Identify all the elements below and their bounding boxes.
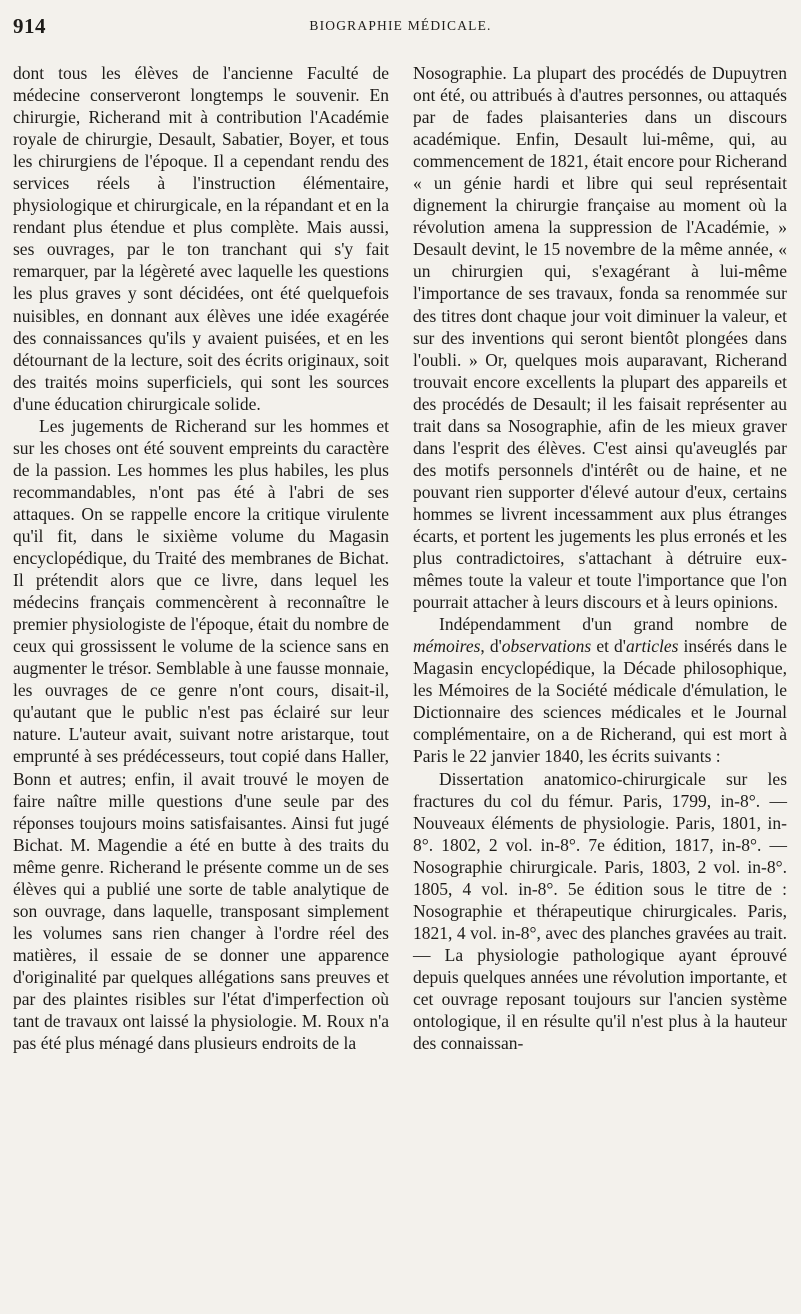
right-column	[413, 62, 787, 1302]
text-run: , d'	[480, 636, 502, 657]
italic-term: mémoires	[413, 636, 481, 657]
text-run: insérés dans le Magasin encyclopédique, la Décade philosophique, les Mémoires de la Société médicale d'émulation, le Dictionnaire des sciences médicales et le Journal complémentaire, on a de Richerand, qui est mort à Paris le 22 janvier 1840, les écrits suivants :	[413, 636, 787, 767]
italic-term: observations	[501, 636, 592, 657]
left-column	[13, 62, 389, 1302]
left-paragraph-1: dont tous les élèves de l'ancienne Faculté de médecine conserveront longtemps le souvenir. En chirurgie, Richerand mit à contribution l'Académie royale de chirurgie, Desault, Sabatier, Boyer, et tous les chirurgiens de l'époque. Il a cependant rendu des services réels à l'instruction élémentaire, physiologique et chirurgicale, en la répandant et en la rendant plus étendue et plus complète. Mais aussi, ses ouvrages, par le ton tranchant qui s'y fait remarquer, par la légèreté avec laquelle les questions les plus graves y sont décidées, ont été quelquefois nuisibles, en donnant aux élèves une idée exagérée des connaissances qu'ils y avaient puisées, et en les détournant de la lecture, soit des écrits originaux, soit des traités moins superficiels, qui sont les sources d'une éducation chirurgicale solide.	[13, 63, 389, 414]
text-run: Indépendamment d'un grand nombre de	[439, 614, 787, 635]
text-run: et d'	[591, 636, 626, 657]
left-paragraph-2: Les jugements de Richerand sur les hommes et sur les choses ont été souvent empreints du caractère de la passion. Les hommes les plus habiles, les plus recommandables, n'ont pas été à l'abri de ses attaques. On se rappelle encore la critique virulente qu'il fit, dans le sixième volume du Magasin encyclopédique, du Traité des membranes de Bichat. Il prétendit alors que ce livre, dans lequel les médecins français commencèrent à reconnaître le premier physiologiste de l'époque, était du nombre de ceux qui grossissent le volume de la science sans en augmenter le trésor. Semblable à une fausse monnaie, les ouvrages de ce genre n'ont cours, disait-il, qu'autant que le public n'est pas éclairé sur leur nature. L'auteur avait, suivant notre aristarque, tout emprunté à ses prédécesseurs, tout copié dans Haller, Bonn et autres; enfin, il avait trouvé le moyen de faire naître mille questions d'une seule par des réponses toujours moins satisfaisantes. Ainsi fut jugé Bichat. M. Magendie a été en butte à des traits du même genre. Richerand le présente comme un de ses élèves qui a publié une sorte de table analytique de son ouvrage, dans laquelle, transposant simplement les volumes sans rien changer à l'ordre réel des matières, il essaie de se donner une apparence d'originalité par quelques allégations sans preuves et par des plaintes risibles sur l'état d'imperfection où tant de travaux ont laissé la physiologie. M. Roux n'a pas été plus ménagé dans plusieurs endroits de la	[13, 415, 389, 1054]
bibliography-paragraph: Dissertation anatomico-chirurgicale sur les fractures du col du fémur. Paris, 1799, in-8°. — Nouveaux éléments de physiologie. Paris, 1801, in-8°. 1802, 2 vol. in-8°. 7e édition, 1817, in-8°. — Nosographie chirurgicale. Paris, 1803, 2 vol. in-8°. 1805, 4 vol. in-8°. 5e édition sous le titre de : Nosographie et thérapeutique chirurgicales. Paris, 1821, 4 vol. in-8°, avec des planches gravées au trait. — La physiologie pathologique ayant éprouvé depuis quelques années une révolution importante, et cet ouvrage reposant toujours sur l'ancien système ontologique, il en résulte qu'il n'est plus à la hauteur des connaissan-	[413, 768, 787, 1054]
right-paragraph-2	[413, 613, 787, 767]
italic-term: articles	[625, 636, 679, 657]
page-header	[0, 14, 801, 44]
running-head: BIOGRAPHIE MÉDICALE.	[309, 18, 492, 33]
right-paragraph-1: Nosographie. La plupart des procédés de Dupuytren ont été, ou attribués à d'autres personnes, ou attaqués par de fades plaisanteries dans un discours académique. Enfin, Desault lui-même, qui, au commencement de 1821, était encore pour Richerand « un génie hardi et libre qui seul représentait dignement la chirurgie française au moment où la révolution amena la suppression de l'Académie, » Desault devint, le 15 novembre de la même année, « un chirurgien qui, s'exagérant à lui-même l'importance de ses travaux, fonda sa renommée sur des titres dont chaque jour voit diminuer la valeur, et sur des inventions qui seront bientôt plongées dans l'oubli. » Or, quelques mois auparavant, Richerand trouvait encore excellents la plupart des appareils et des procédés de Desault; il les faisait représenter au trait dans sa Nosographie, afin de les mieux graver dans l'esprit des élèves. C'est ainsi qu'aveuglés par des motifs personnels d'intérêt ou de haine, et ne pouvant rien supporter d'élevé autour d'eux, certains hommes se livrent incessamment aux plus étranges écarts, et portent les jugements les plus erronés et les plus contradictoires, s'attachant à détruire eux-mêmes toute la valeur et toute l'importance que l'on pourrait attacher à leurs discours et à leurs opinions.	[413, 63, 787, 613]
page-number: 914	[13, 14, 46, 38]
